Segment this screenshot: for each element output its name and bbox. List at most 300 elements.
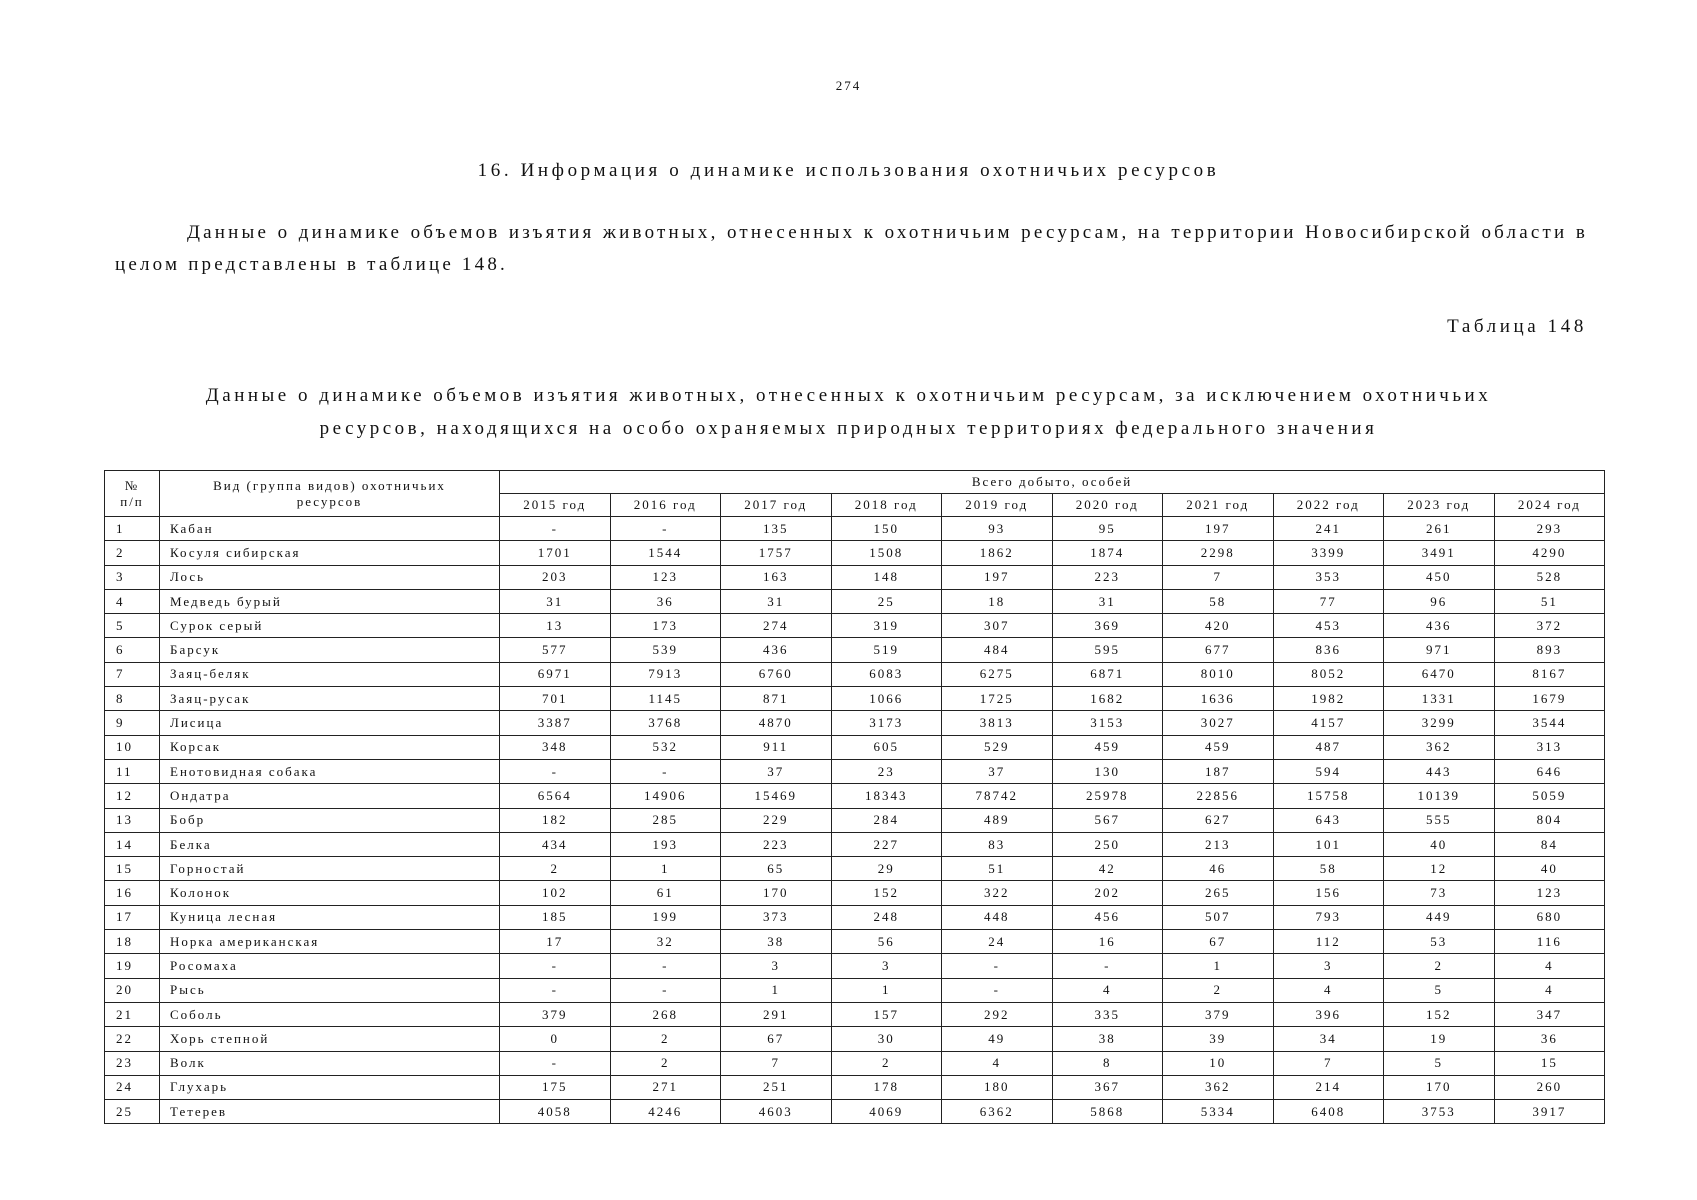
harvest-value: 448 — [942, 905, 1053, 929]
harvest-value: 434 — [500, 832, 611, 856]
table-row — [105, 565, 1605, 589]
table-row — [105, 978, 1605, 1002]
species-name: Глухарь — [160, 1075, 500, 1099]
harvest-value: 5059 — [1494, 784, 1605, 808]
harvest-value: 130 — [1052, 759, 1163, 783]
table-row — [105, 541, 1605, 565]
harvest-value: 7 — [721, 1051, 832, 1075]
harvest-value: - — [500, 954, 611, 978]
harvest-value: 871 — [721, 687, 832, 711]
species-name: Лисица — [160, 711, 500, 735]
harvest-value: 2 — [831, 1051, 942, 1075]
table-row — [105, 711, 1605, 735]
table-header — [105, 471, 1605, 517]
harvest-value: 804 — [1494, 808, 1605, 832]
harvest-value: 6760 — [721, 662, 832, 686]
harvest-value: 528 — [1494, 565, 1605, 589]
table-caption — [130, 379, 1567, 445]
harvest-value: 8052 — [1273, 662, 1384, 686]
harvest-value: 260 — [1494, 1075, 1605, 1099]
harvest-value: 5334 — [1163, 1100, 1274, 1124]
table-row — [105, 517, 1605, 541]
table-row — [105, 1027, 1605, 1051]
harvest-value: 12 — [1384, 857, 1495, 881]
harvest-value: 2 — [1384, 954, 1495, 978]
harvest-value: 7 — [1163, 565, 1274, 589]
species-name: Рысь — [160, 978, 500, 1002]
harvest-value: 37 — [721, 759, 832, 783]
harvest-value: 25 — [831, 589, 942, 613]
harvest-value: 39 — [1163, 1027, 1274, 1051]
row-number: 2 — [105, 541, 160, 565]
table-row — [105, 589, 1605, 613]
harvest-value: 67 — [1163, 930, 1274, 954]
row-number: 24 — [105, 1075, 160, 1099]
harvest-value: 23 — [831, 759, 942, 783]
harvest-value: 291 — [721, 1002, 832, 1026]
table-row — [105, 784, 1605, 808]
harvest-value: 123 — [1494, 881, 1605, 905]
row-number: 25 — [105, 1100, 160, 1124]
harvest-value: 627 — [1163, 808, 1274, 832]
harvest-value: 532 — [610, 735, 721, 759]
header-species: Вид (группа видов) охотничьих — [160, 471, 500, 494]
harvest-value: 529 — [942, 735, 1053, 759]
harvest-value: 555 — [1384, 808, 1495, 832]
harvest-value: 319 — [831, 614, 942, 638]
harvest-value: 8167 — [1494, 662, 1605, 686]
harvest-value: 6971 — [500, 662, 611, 686]
harvest-value: 261 — [1384, 517, 1495, 541]
harvest-value: 22856 — [1163, 784, 1274, 808]
harvest-value: 271 — [610, 1075, 721, 1099]
harvest-value: 5 — [1384, 1051, 1495, 1075]
table-row — [105, 1100, 1605, 1124]
harvest-value: 484 — [942, 638, 1053, 662]
harvest-value: 3387 — [500, 711, 611, 735]
harvest-value: 4603 — [721, 1100, 832, 1124]
table-row — [105, 905, 1605, 929]
harvest-value: 4246 — [610, 1100, 721, 1124]
harvest-value: - — [942, 978, 1053, 1002]
table-row — [105, 857, 1605, 881]
table-label: Таблица 148 — [1447, 316, 1587, 337]
harvest-value: 347 — [1494, 1002, 1605, 1026]
harvest-value: 4870 — [721, 711, 832, 735]
harvest-value: 436 — [721, 638, 832, 662]
harvest-value: 353 — [1273, 565, 1384, 589]
harvest-value: 4290 — [1494, 541, 1605, 565]
row-number: 17 — [105, 905, 160, 929]
harvest-value: 73 — [1384, 881, 1495, 905]
table-row — [105, 1051, 1605, 1075]
harvest-value: 379 — [500, 1002, 611, 1026]
row-number: 6 — [105, 638, 160, 662]
header-year: 2016 год — [610, 494, 721, 517]
harvest-value: 38 — [721, 930, 832, 954]
species-name: Кабан — [160, 517, 500, 541]
harvest-value: 285 — [610, 808, 721, 832]
species-name: Норка американская — [160, 930, 500, 954]
harvest-value: 163 — [721, 565, 832, 589]
harvest-value: 372 — [1494, 614, 1605, 638]
species-name: Росомаха — [160, 954, 500, 978]
harvest-value: 793 — [1273, 905, 1384, 929]
table-row — [105, 1002, 1605, 1026]
harvest-value: 3753 — [1384, 1100, 1495, 1124]
harvest-value: 1145 — [610, 687, 721, 711]
harvest-value: 373 — [721, 905, 832, 929]
species-name: Ондатра — [160, 784, 500, 808]
harvest-value: 1725 — [942, 687, 1053, 711]
harvest-value: 202 — [1052, 881, 1163, 905]
harvest-value: 96 — [1384, 589, 1495, 613]
table-row — [105, 954, 1605, 978]
harvest-value: 1874 — [1052, 541, 1163, 565]
harvest-value: 1 — [1163, 954, 1274, 978]
harvest-value: 1982 — [1273, 687, 1384, 711]
harvest-value: 157 — [831, 1002, 942, 1026]
harvest-value: 265 — [1163, 881, 1274, 905]
harvest-value: 971 — [1384, 638, 1495, 662]
harvest-value: 53 — [1384, 930, 1495, 954]
harvest-value: 3 — [721, 954, 832, 978]
section-title: 16. Информация о динамике использования охотничьих ресурсов — [477, 160, 1220, 181]
harvest-value: 185 — [500, 905, 611, 929]
harvest-value: 10 — [1163, 1051, 1274, 1075]
harvest-value: 459 — [1052, 735, 1163, 759]
table-row — [105, 662, 1605, 686]
header-total-harvested: Всего добыто, особей — [500, 471, 1605, 494]
harvest-value: 3299 — [1384, 711, 1495, 735]
harvest-value: 197 — [1163, 517, 1274, 541]
header-num-suffix: п/п — [105, 494, 160, 517]
species-name: Соболь — [160, 1002, 500, 1026]
harvest-value: 15469 — [721, 784, 832, 808]
harvest-value: 170 — [1384, 1075, 1495, 1099]
harvest-value: 175 — [500, 1075, 611, 1099]
species-name: Заяц-русак — [160, 687, 500, 711]
harvest-value: - — [610, 954, 721, 978]
header-year: 2018 год — [831, 494, 942, 517]
harvest-value: - — [610, 759, 721, 783]
harvest-value: 1862 — [942, 541, 1053, 565]
harvest-value: 40 — [1384, 832, 1495, 856]
harvest-value: 2298 — [1163, 541, 1274, 565]
header-year: 2019 год — [942, 494, 1053, 517]
harvest-value: 18 — [942, 589, 1053, 613]
harvest-value: 6564 — [500, 784, 611, 808]
harvest-value: 2 — [1163, 978, 1274, 1002]
harvest-value: 58 — [1273, 857, 1384, 881]
harvest-value: 152 — [1384, 1002, 1495, 1026]
harvest-value: 2 — [610, 1027, 721, 1051]
harvest-value: 313 — [1494, 735, 1605, 759]
table-row — [105, 638, 1605, 662]
header-num: № — [105, 471, 160, 494]
harvest-value: 646 — [1494, 759, 1605, 783]
table-row — [105, 735, 1605, 759]
harvest-value: 1 — [610, 857, 721, 881]
harvest-value: 101 — [1273, 832, 1384, 856]
harvest-value: 1331 — [1384, 687, 1495, 711]
harvest-value: 4 — [1494, 978, 1605, 1002]
harvest-value: 10139 — [1384, 784, 1495, 808]
row-number: 4 — [105, 589, 160, 613]
header-species-suffix: ресурсов — [160, 494, 500, 517]
harvest-value: 4 — [1494, 954, 1605, 978]
species-name: Волк — [160, 1051, 500, 1075]
header-year: 2021 год — [1163, 494, 1274, 517]
harvest-value: 594 — [1273, 759, 1384, 783]
harvest-value: 199 — [610, 905, 721, 929]
harvest-value: 193 — [610, 832, 721, 856]
harvest-value: 13 — [500, 614, 611, 638]
harvest-value: 3027 — [1163, 711, 1274, 735]
harvest-value: 893 — [1494, 638, 1605, 662]
harvest-value: 4058 — [500, 1100, 611, 1124]
harvest-value: 335 — [1052, 1002, 1163, 1026]
harvest-value: 170 — [721, 881, 832, 905]
harvest-value: 396 — [1273, 1002, 1384, 1026]
species-name: Заяц-беляк — [160, 662, 500, 686]
harvest-value: 1701 — [500, 541, 611, 565]
harvest-value: - — [942, 954, 1053, 978]
harvest-table — [104, 470, 1605, 1124]
harvest-value: 61 — [610, 881, 721, 905]
row-number: 10 — [105, 735, 160, 759]
species-name: Косуля сибирская — [160, 541, 500, 565]
harvest-value: 0 — [500, 1027, 611, 1051]
harvest-value: 102 — [500, 881, 611, 905]
page-number: 274 — [835, 78, 862, 93]
harvest-value: 14906 — [610, 784, 721, 808]
harvest-value: 677 — [1163, 638, 1274, 662]
harvest-value: 487 — [1273, 735, 1384, 759]
harvest-value: 2 — [500, 857, 611, 881]
harvest-value: - — [500, 978, 611, 1002]
harvest-value: 4 — [942, 1051, 1053, 1075]
harvest-value: 577 — [500, 638, 611, 662]
harvest-value: 3491 — [1384, 541, 1495, 565]
species-name: Бобр — [160, 808, 500, 832]
table-row — [105, 614, 1605, 638]
intro-paragraph: Данные о динамике объемов изъятия животных, отнесенных к охотничьим ресурсам, на территории Новосибирской области в целом представлены в таблице 148. — [115, 222, 1588, 275]
harvest-value: 38 — [1052, 1027, 1163, 1051]
harvest-value: 58 — [1163, 589, 1274, 613]
harvest-value: 2 — [610, 1051, 721, 1075]
harvest-value: 31 — [721, 589, 832, 613]
harvest-value: 213 — [1163, 832, 1274, 856]
harvest-value: 251 — [721, 1075, 832, 1099]
row-number: 20 — [105, 978, 160, 1002]
row-number: 9 — [105, 711, 160, 735]
harvest-value: 150 — [831, 517, 942, 541]
harvest-value: 15 — [1494, 1051, 1605, 1075]
harvest-value: 135 — [721, 517, 832, 541]
header-year: 2022 год — [1273, 494, 1384, 517]
species-name: Горностай — [160, 857, 500, 881]
harvest-value: 1682 — [1052, 687, 1163, 711]
species-name: Куница лесная — [160, 905, 500, 929]
harvest-value: 34 — [1273, 1027, 1384, 1051]
harvest-value: 268 — [610, 1002, 721, 1026]
harvest-value: 1508 — [831, 541, 942, 565]
harvest-value: 148 — [831, 565, 942, 589]
harvest-value: 36 — [1494, 1027, 1605, 1051]
row-number: 5 — [105, 614, 160, 638]
harvest-value: 443 — [1384, 759, 1495, 783]
harvest-value: 369 — [1052, 614, 1163, 638]
harvest-value: 367 — [1052, 1075, 1163, 1099]
harvest-value: 29 — [831, 857, 942, 881]
table-row — [105, 881, 1605, 905]
species-name: Енотовидная собака — [160, 759, 500, 783]
harvest-value: 214 — [1273, 1075, 1384, 1099]
harvest-value: 56 — [831, 930, 942, 954]
harvest-value: 182 — [500, 808, 611, 832]
header-year: 2017 год — [721, 494, 832, 517]
harvest-value: 680 — [1494, 905, 1605, 929]
harvest-value: 31 — [500, 589, 611, 613]
harvest-value: 65 — [721, 857, 832, 881]
harvest-value: 116 — [1494, 930, 1605, 954]
harvest-value: 46 — [1163, 857, 1274, 881]
harvest-value: 449 — [1384, 905, 1495, 929]
harvest-value: 31 — [1052, 589, 1163, 613]
row-number: 3 — [105, 565, 160, 589]
harvest-value: 453 — [1273, 614, 1384, 638]
harvest-value: 3153 — [1052, 711, 1163, 735]
harvest-value: - — [500, 1051, 611, 1075]
species-name: Хорь степной — [160, 1027, 500, 1051]
species-name: Колонок — [160, 881, 500, 905]
table-body — [105, 517, 1605, 1124]
harvest-value: 1544 — [610, 541, 721, 565]
harvest-value: 3399 — [1273, 541, 1384, 565]
harvest-value: 36 — [610, 589, 721, 613]
harvest-value: 4069 — [831, 1100, 942, 1124]
harvest-value: 25978 — [1052, 784, 1163, 808]
row-number: 13 — [105, 808, 160, 832]
harvest-value: 6275 — [942, 662, 1053, 686]
harvest-value: 348 — [500, 735, 611, 759]
harvest-value: 17 — [500, 930, 611, 954]
harvest-value: 15758 — [1273, 784, 1384, 808]
header-year: 2020 год — [1052, 494, 1163, 517]
species-name: Медведь бурый — [160, 589, 500, 613]
harvest-value: 5868 — [1052, 1100, 1163, 1124]
harvest-value: - — [610, 517, 721, 541]
species-name: Сурок серый — [160, 614, 500, 638]
harvest-value: 911 — [721, 735, 832, 759]
row-number: 21 — [105, 1002, 160, 1026]
species-name: Тетерев — [160, 1100, 500, 1124]
harvest-value: 379 — [1163, 1002, 1274, 1026]
harvest-value: 436 — [1384, 614, 1495, 638]
harvest-value: 307 — [942, 614, 1053, 638]
harvest-value: 40 — [1494, 857, 1605, 881]
row-number: 22 — [105, 1027, 160, 1051]
harvest-value: 605 — [831, 735, 942, 759]
row-number: 11 — [105, 759, 160, 783]
harvest-value: - — [610, 978, 721, 1002]
harvest-value: - — [500, 759, 611, 783]
harvest-value: 322 — [942, 881, 1053, 905]
harvest-value: 420 — [1163, 614, 1274, 638]
harvest-value: 30 — [831, 1027, 942, 1051]
harvest-value: 187 — [1163, 759, 1274, 783]
caption-line-1: Данные о динамике объемов изъятия животных, отнесенных к охотничьим ресурсам, за исключением охотничьих — [205, 385, 1492, 406]
harvest-value: 293 — [1494, 517, 1605, 541]
harvest-value: 229 — [721, 808, 832, 832]
harvest-value: 95 — [1052, 517, 1163, 541]
harvest-value: 6362 — [942, 1100, 1053, 1124]
harvest-value: 1066 — [831, 687, 942, 711]
harvest-value: 1636 — [1163, 687, 1274, 711]
harvest-value: 284 — [831, 808, 942, 832]
harvest-value: 152 — [831, 881, 942, 905]
harvest-value: 1 — [721, 978, 832, 1002]
harvest-value: 643 — [1273, 808, 1384, 832]
header-year: 2015 год — [500, 494, 611, 517]
harvest-value: 197 — [942, 565, 1053, 589]
harvest-value: 567 — [1052, 808, 1163, 832]
row-number: 1 — [105, 517, 160, 541]
harvest-value: 1 — [831, 978, 942, 1002]
harvest-value: 836 — [1273, 638, 1384, 662]
harvest-value: 539 — [610, 638, 721, 662]
harvest-value: 362 — [1163, 1075, 1274, 1099]
harvest-value: 78742 — [942, 784, 1053, 808]
harvest-value: 1679 — [1494, 687, 1605, 711]
table-row — [105, 832, 1605, 856]
harvest-value: 248 — [831, 905, 942, 929]
row-number: 12 — [105, 784, 160, 808]
harvest-value: 362 — [1384, 735, 1495, 759]
harvest-value: 77 — [1273, 589, 1384, 613]
harvest-value: 250 — [1052, 832, 1163, 856]
harvest-value: 456 — [1052, 905, 1163, 929]
harvest-value: 112 — [1273, 930, 1384, 954]
harvest-value: 4 — [1273, 978, 1384, 1002]
row-number: 23 — [105, 1051, 160, 1075]
table-row — [105, 759, 1605, 783]
harvest-value: 203 — [500, 565, 611, 589]
harvest-value: 4 — [1052, 978, 1163, 1002]
harvest-value: 32 — [610, 930, 721, 954]
harvest-value: 274 — [721, 614, 832, 638]
harvest-value: 8 — [1052, 1051, 1163, 1075]
harvest-value: 67 — [721, 1027, 832, 1051]
harvest-value: 4157 — [1273, 711, 1384, 735]
harvest-value: 180 — [942, 1075, 1053, 1099]
species-name: Лось — [160, 565, 500, 589]
harvest-value: 24 — [942, 930, 1053, 954]
harvest-value: 3 — [1273, 954, 1384, 978]
harvest-value: 6083 — [831, 662, 942, 686]
harvest-value: 8010 — [1163, 662, 1274, 686]
harvest-value: 173 — [610, 614, 721, 638]
harvest-value: 83 — [942, 832, 1053, 856]
harvest-value: 49 — [942, 1027, 1053, 1051]
harvest-value: 6408 — [1273, 1100, 1384, 1124]
harvest-value: 519 — [831, 638, 942, 662]
harvest-value: 3544 — [1494, 711, 1605, 735]
harvest-value: 3768 — [610, 711, 721, 735]
harvest-value: 450 — [1384, 565, 1495, 589]
harvest-value: 5 — [1384, 978, 1495, 1002]
